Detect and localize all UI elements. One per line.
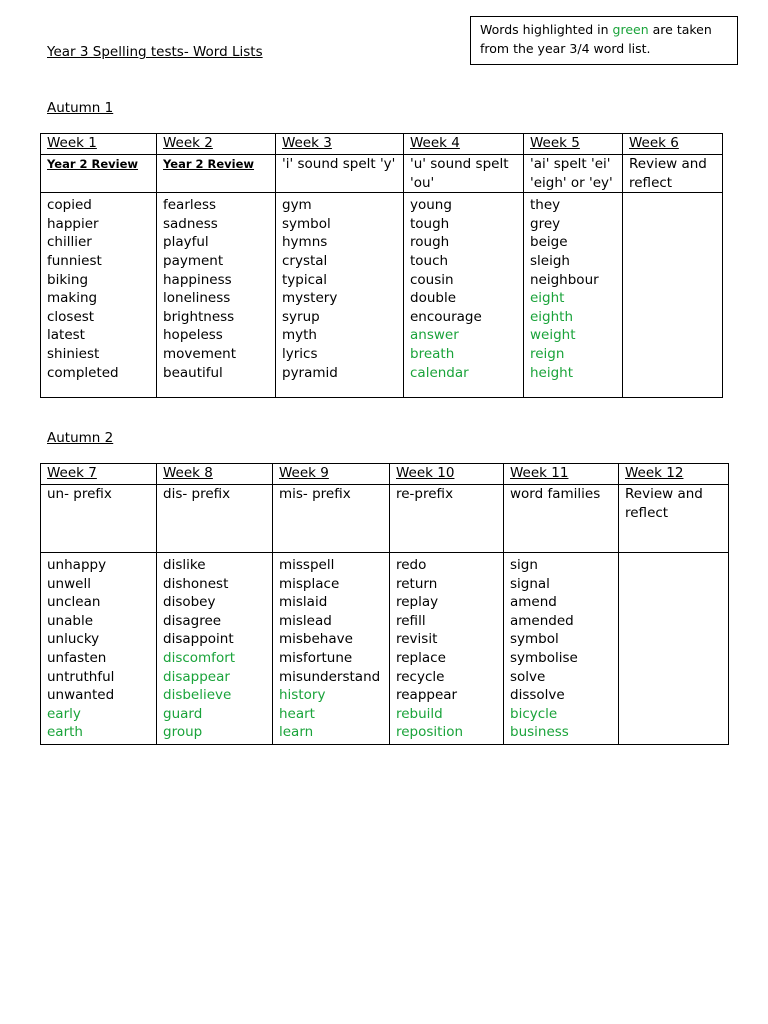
- word-list-cell: [504, 553, 619, 745]
- spelling-word: misspell: [279, 557, 335, 573]
- spelling-word: weight: [530, 327, 576, 344]
- spelling-word: syrup: [282, 308, 320, 325]
- week-label: Week 7: [47, 465, 97, 481]
- spelling-word: symbol: [510, 631, 559, 648]
- spelling-word: mislaid: [279, 594, 328, 611]
- spelling-focus-cell: [623, 155, 723, 193]
- spelling-word: movement: [163, 345, 237, 362]
- note-green-word: green: [612, 22, 649, 37]
- spelling-word: touch: [410, 252, 449, 269]
- word-list-cell: [273, 553, 390, 745]
- week-header-row: [41, 464, 729, 485]
- spelling-word: young: [410, 197, 452, 214]
- spelling-word: unable: [47, 612, 94, 629]
- spelling-word: making: [47, 290, 98, 307]
- spelling-word: unfasten: [47, 649, 107, 666]
- spelling-word: refill: [396, 612, 426, 629]
- spelling-word: earth: [47, 724, 83, 741]
- spelling-word: chillier: [47, 234, 92, 251]
- spelling-word: discomfort: [163, 649, 236, 666]
- spelling-word: calendar: [410, 364, 469, 381]
- spelling-word: dislike: [163, 557, 206, 573]
- spelling-focus-cell: [157, 155, 276, 193]
- spelling-word: unclean: [47, 594, 101, 611]
- spelling-word: learn: [279, 724, 314, 741]
- term-heading-autumn-1: Autumn 1: [47, 100, 114, 116]
- spelling-focus-label: 'u' sound spelt 'ou': [410, 156, 509, 191]
- spelling-word: symbol: [282, 215, 331, 232]
- spelling-word: closest: [47, 308, 95, 325]
- spelling-focus-label: dis- prefix: [163, 486, 231, 502]
- spelling-word: business: [510, 724, 569, 741]
- spelling-word: disappoint: [163, 631, 234, 648]
- week-header-cell: [524, 134, 623, 155]
- spelling-word: fearless: [163, 197, 217, 214]
- spelling-word: symbolise: [510, 649, 578, 666]
- spelling-focus-cell: [276, 155, 404, 193]
- spelling-word: dissolve: [510, 687, 565, 704]
- spelling-focus-row: [41, 155, 723, 193]
- spelling-word: disappear: [163, 668, 230, 685]
- spelling-word: neighbour: [530, 271, 599, 288]
- week-header-cell: [390, 464, 504, 485]
- spelling-word: happiness: [163, 271, 232, 288]
- week-header-row: [41, 134, 723, 155]
- spelling-focus-cell: [404, 155, 524, 193]
- week-label: Week 8: [163, 465, 213, 481]
- spelling-word: unwanted: [47, 687, 115, 704]
- week-label: Week 9: [279, 465, 329, 481]
- spelling-word: beautiful: [163, 364, 223, 381]
- spelling-focus-label: Year 2 Review: [163, 157, 255, 171]
- spelling-focus-label: Year 2 Review: [47, 157, 139, 171]
- spelling-word: redo: [396, 557, 427, 573]
- word-list-table-autumn-1: [40, 133, 723, 398]
- spelling-word: misplace: [279, 575, 340, 592]
- spelling-word: cousin: [410, 271, 454, 288]
- spelling-word: misbehave: [279, 631, 353, 648]
- spelling-focus-label: mis- prefix: [279, 486, 351, 502]
- spelling-focus-cell: [41, 155, 157, 193]
- spelling-word: mystery: [282, 290, 338, 307]
- word-list-cell: [623, 193, 723, 398]
- word-list-table-autumn-2: [40, 463, 729, 745]
- spelling-word: brightness: [163, 308, 235, 325]
- week-label: Week 3: [282, 135, 332, 151]
- spelling-word: unwell: [47, 575, 91, 592]
- week-header-cell: [41, 464, 157, 485]
- word-list-cell: [276, 193, 404, 398]
- week-header-cell: [41, 134, 157, 155]
- spelling-word: height: [530, 364, 574, 381]
- spelling-word: dishonest: [163, 575, 229, 592]
- spelling-word: replay: [396, 594, 439, 611]
- week-label: Week 10: [396, 465, 455, 481]
- spelling-word: crystal: [282, 252, 328, 269]
- term-heading-autumn-2: Autumn 2: [47, 430, 114, 446]
- word-list-cell: [524, 193, 623, 398]
- word-list-row: [41, 193, 723, 398]
- spelling-focus-label: word families: [510, 486, 601, 502]
- spelling-word: myth: [282, 327, 317, 344]
- spelling-word: heart: [279, 705, 315, 722]
- spelling-focus-cell: [619, 485, 729, 553]
- spelling-focus-cell: [504, 485, 619, 553]
- spelling-word: rough: [410, 234, 450, 251]
- week-label: Week 12: [625, 465, 684, 481]
- word-list-cell: [41, 193, 157, 398]
- spelling-word: reposition: [396, 724, 464, 741]
- spelling-focus-label: un- prefix: [47, 486, 112, 502]
- spelling-word: bicycle: [510, 705, 558, 722]
- spelling-word: sign: [510, 557, 538, 573]
- spelling-word: unlucky: [47, 631, 100, 648]
- spelling-word: reappear: [396, 687, 458, 704]
- spelling-word: hopeless: [163, 327, 223, 344]
- spelling-word: biking: [47, 271, 89, 288]
- week-label: Week 5: [530, 135, 580, 151]
- spelling-word: they: [530, 197, 561, 214]
- spelling-word: misfortune: [279, 649, 353, 666]
- spelling-word: payment: [163, 252, 224, 269]
- spelling-word: latest: [47, 327, 85, 344]
- word-list-cell: [157, 553, 273, 745]
- spelling-word: grey: [530, 215, 561, 232]
- spelling-word: eighth: [530, 308, 574, 325]
- spelling-word: double: [410, 290, 457, 307]
- spelling-focus-cell: [41, 485, 157, 553]
- spelling-word: rebuild: [396, 705, 443, 722]
- spelling-focus-label: 'i' sound spelt 'y': [282, 156, 396, 172]
- spelling-word: revisit: [396, 631, 438, 648]
- spelling-word: shiniest: [47, 345, 100, 362]
- spelling-word: lyrics: [282, 345, 318, 362]
- spelling-word: playful: [163, 234, 209, 251]
- spelling-focus-label: 'ai' spelt 'ei' 'eigh' or 'ey': [530, 156, 613, 191]
- week-label: Week 1: [47, 135, 97, 151]
- spelling-word: amended: [510, 612, 574, 629]
- spelling-word: misunderstand: [279, 668, 381, 685]
- green-highlight-note: [470, 16, 738, 65]
- week-label: Week 6: [629, 135, 679, 151]
- word-list-cell: [41, 553, 157, 745]
- spelling-word: replace: [396, 649, 446, 666]
- spelling-word: sadness: [163, 215, 218, 232]
- week-header-cell: [273, 464, 390, 485]
- week-header-cell: [623, 134, 723, 155]
- week-header-cell: [619, 464, 729, 485]
- spelling-word: disagree: [163, 612, 222, 629]
- spelling-word: eight: [530, 290, 565, 307]
- spelling-word: group: [163, 724, 203, 741]
- spelling-word: completed: [47, 364, 119, 381]
- spelling-word: hymns: [282, 234, 328, 251]
- spelling-word: sleigh: [530, 252, 570, 269]
- word-list-cell: [157, 193, 276, 398]
- spelling-word: early: [47, 705, 81, 722]
- spelling-word: history: [279, 687, 326, 704]
- week-header-cell: [157, 134, 276, 155]
- spelling-word: breath: [410, 345, 455, 362]
- spelling-word: typical: [282, 271, 328, 288]
- spelling-word: return: [396, 575, 438, 592]
- word-list-cell: [390, 553, 504, 745]
- note-prefix: Words highlighted in: [480, 22, 613, 37]
- spelling-word: solve: [510, 668, 546, 685]
- week-header-cell: [504, 464, 619, 485]
- note-suffix: are taken from the year 3/4 word list.: [480, 22, 712, 56]
- spelling-word: happier: [47, 215, 99, 232]
- spelling-focus-cell: [157, 485, 273, 553]
- spelling-word: disbelieve: [163, 687, 232, 704]
- spelling-word: loneliness: [163, 290, 231, 307]
- week-header-cell: [276, 134, 404, 155]
- spelling-word: beige: [530, 234, 568, 251]
- spelling-word: unhappy: [47, 557, 107, 573]
- spelling-focus-cell: [390, 485, 504, 553]
- word-list-row: [41, 553, 729, 745]
- spelling-word: encourage: [410, 308, 482, 325]
- spelling-focus-cell: [524, 155, 623, 193]
- spelling-word: untruthful: [47, 668, 115, 685]
- spelling-focus-cell: [273, 485, 390, 553]
- spelling-word: tough: [410, 215, 450, 232]
- page-title: Year 3 Spelling tests- Word Lists: [47, 44, 263, 60]
- week-header-cell: [157, 464, 273, 485]
- word-list-cell: [619, 553, 729, 745]
- week-label: Week 2: [163, 135, 213, 151]
- spelling-word: amend: [510, 594, 557, 611]
- spelling-word: pyramid: [282, 364, 338, 381]
- spelling-word: mislead: [279, 612, 332, 629]
- spelling-word: gym: [282, 197, 312, 214]
- spelling-word: guard: [163, 705, 203, 722]
- spelling-focus-row: [41, 485, 729, 553]
- spelling-focus-label: Review and reflect: [629, 156, 707, 191]
- spelling-word: recycle: [396, 668, 445, 685]
- spelling-word: copied: [47, 197, 92, 214]
- spelling-word: signal: [510, 575, 550, 592]
- week-label: Week 4: [410, 135, 460, 151]
- week-label: Week 11: [510, 465, 569, 481]
- spelling-focus-label: re-prefix: [396, 486, 454, 502]
- spelling-focus-label: Review and reflect: [625, 486, 703, 521]
- week-header-cell: [404, 134, 524, 155]
- spelling-word: answer: [410, 327, 459, 344]
- spelling-word: reign: [530, 345, 565, 362]
- word-list-cell: [404, 193, 524, 398]
- spelling-word: funniest: [47, 252, 102, 269]
- spelling-word: disobey: [163, 594, 216, 611]
